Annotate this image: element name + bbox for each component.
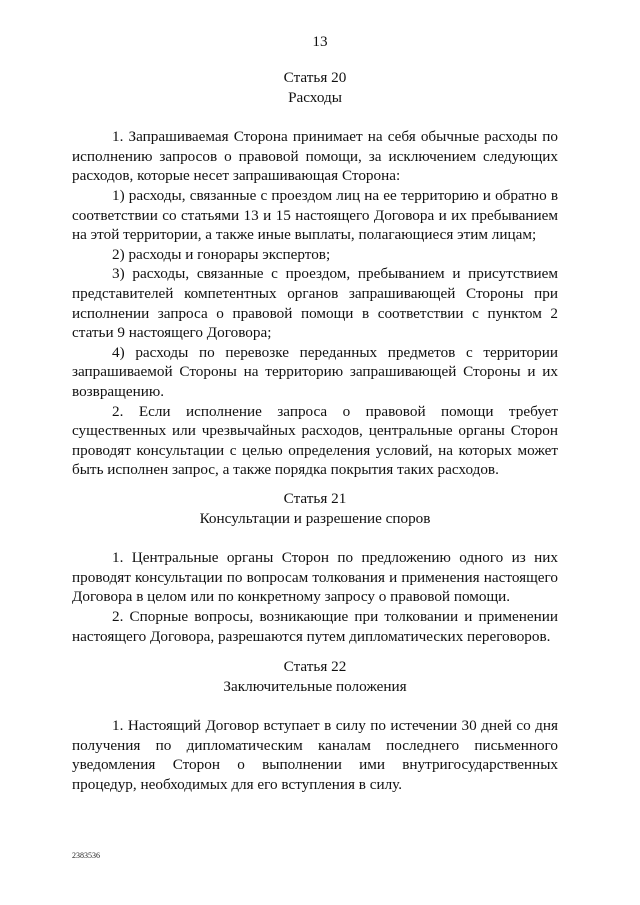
article-21	[72, 489, 558, 646]
paragraph: 1) расходы, связанные с проездом лиц на ее территорию и обратно в соответствии со статьями 13 и 15 настоящего Договора и их пребыванием на этой территории, а также иные выплаты, полагающиеся этим лицам;	[72, 186, 558, 244]
paragraph: 2. Если исполнение запроса о правовой помощи требует существенных или чрезвычайных расходов, центральные органы Сторон проводят консультации с целью определения условий, на которых может быть исполнен запрос, а также порядка покрытия таких расходов.	[72, 402, 558, 479]
paragraph: 1. Запрашиваемая Сторона принимает на себя обычные расходы по исполнению запросов о правовой помощи, за исключением следующих расходов, которые несет запрашивающая Сторона:	[72, 128, 558, 185]
article-22	[72, 657, 558, 795]
paragraph: 3) расходы, связанные с проездом, пребыванием и присутствием представителей компетентных органов запрашивающей Стороны при исполнении запроса о правовой помощи в соответствии с пунктом 2 статьи 9 настоящего Договора;	[72, 265, 558, 342]
article-number: Статья 20	[283, 69, 347, 86]
article-20	[72, 68, 558, 480]
page-number: 13	[312, 33, 328, 50]
article-title: Заключительные положения	[223, 677, 407, 695]
document-code: 2383536	[72, 851, 100, 860]
article-title: Расходы	[288, 88, 342, 106]
paragraph: 2) расходы и гонорары экспертов;	[112, 245, 331, 263]
paragraph: 1. Настоящий Договор вступает в силу по истечении 30 дней со дня получения по дипломатическим каналам последнего письменного уведомления Сторон о выполнении ими внутригосударственных процедур, необходимых для его вступления в силу.	[72, 717, 558, 793]
article-title: Консультации и разрешение споров	[199, 509, 431, 527]
paragraph: 2. Спорные вопросы, возникающие при толковании и применении настоящего Договора, разрешаются путем дипломатических переговоров.	[72, 607, 558, 645]
paragraph: 4) расходы по перевозке переданных предметов с территории запрашиваемой Стороны на территорию запрашивающей Стороны и их возвращению.	[72, 343, 558, 400]
article-number: Статья 21	[283, 490, 347, 507]
article-number: Статья 22	[283, 658, 347, 675]
paragraph: 1. Центральные органы Сторон по предложению одного из них проводят консультации по вопросам толкования и применения настоящего Договора в целом или по конкретному запросу о правовой помощи.	[72, 549, 558, 606]
